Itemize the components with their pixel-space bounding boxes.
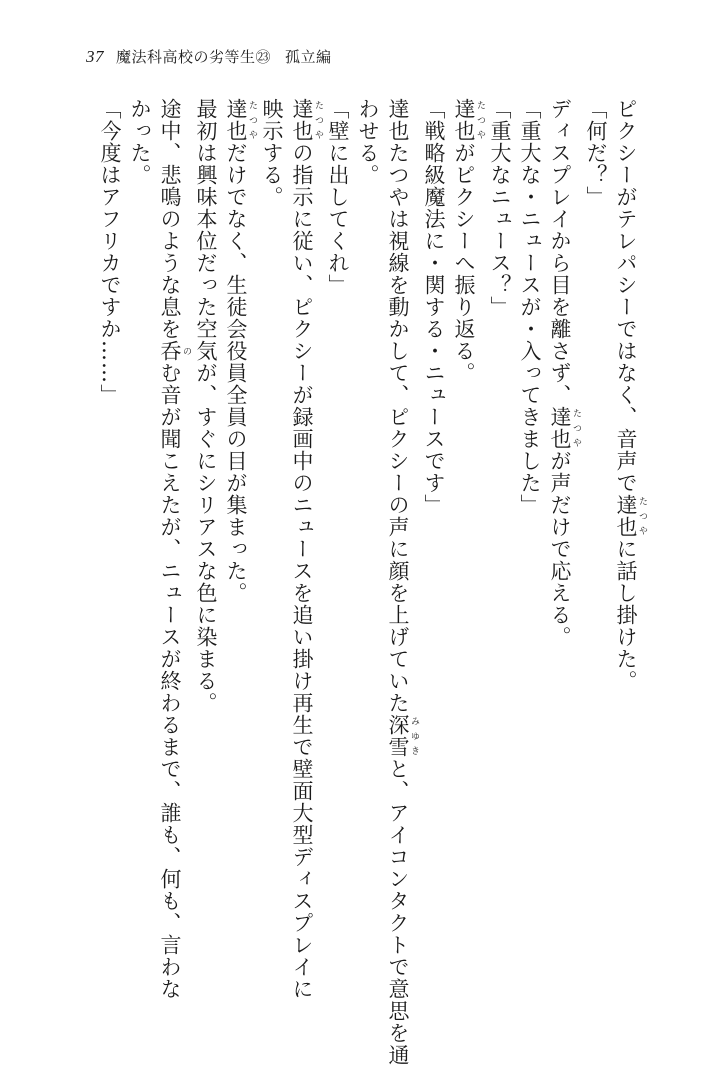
furigana: たつや (247, 98, 257, 142)
text-line: 達也 たつやがピクシーへ振り返る。 (452, 98, 485, 384)
text-line: 「壁に出してくれ」 (326, 98, 350, 296)
furigana: みゆき (409, 714, 419, 758)
ruby-no: 呑 の (158, 340, 191, 362)
ruby-tatsuya: 達也 たつや (452, 98, 485, 142)
text-line: 達也 たつやの指示に従い、ピクシーが録画中のニュースを追い掛け再生で壁面大型ディスプレイに (290, 98, 323, 1000)
text-line: わせる。 (356, 98, 380, 186)
furigana: たつや (475, 98, 485, 142)
ruby-tatsuya: 達也 たつや (614, 494, 647, 538)
book-title: 魔法科高校の劣等生㉓ (116, 48, 272, 66)
furigana: たつや (313, 98, 323, 142)
ruby-miyuki: 深雪 みゆき (386, 714, 419, 758)
text-line: 「重大なニュース？」 (488, 98, 512, 318)
text-line: 「今度はアフリカですか……」 (98, 98, 122, 406)
text-line: 「重大な・ニュースが・入ってきました」 (518, 98, 542, 516)
text-line: 「何だ？」 (584, 98, 608, 208)
furigana: の (181, 340, 191, 362)
text-line: 途中、悲鳴のような息を呑 のむ音が聞こえたが、ニュースが終わるまで、誰も、何も、言わな (158, 98, 191, 1000)
text-line: 「戦略級魔法に・関する・ニュースです」 (422, 98, 446, 516)
text-line: ピクシーがテレパシーではなく、音声で達也 たつやに話し掛けた。 (614, 98, 647, 692)
ruby-tatsuya: 達也 たつや (548, 406, 581, 450)
furigana: たつや (637, 494, 647, 538)
page-number: 37 (86, 47, 104, 66)
furigana: たつや (571, 406, 581, 450)
text-line: ディスプレイから目を離さず、達也 たつやが声だけで応える。 (548, 98, 581, 648)
ruby-tatsuya: 達也 たつや (290, 98, 323, 142)
text-line: 達也 たつやだけでなく、生徒会役員全員の目が集まった。 (224, 98, 257, 604)
text-line: かった。 (128, 98, 152, 186)
running-header (86, 46, 332, 74)
ruby-tatsuya: 達也 たつや (224, 98, 257, 142)
text-line: 達也たつやは視線を動かして、ピクシーの声に顔を上げていた深雪 みゆきと、アイコンタクトで意思を通 (386, 98, 419, 1066)
text-line: 最初は興味本位だった空気が、すぐにシリアスな色に染まる。 (194, 98, 218, 714)
vertical-body-text (95, 98, 647, 1066)
text-line: 映示する。 (260, 98, 284, 208)
volume-subtitle: 孤立編 (285, 48, 332, 66)
